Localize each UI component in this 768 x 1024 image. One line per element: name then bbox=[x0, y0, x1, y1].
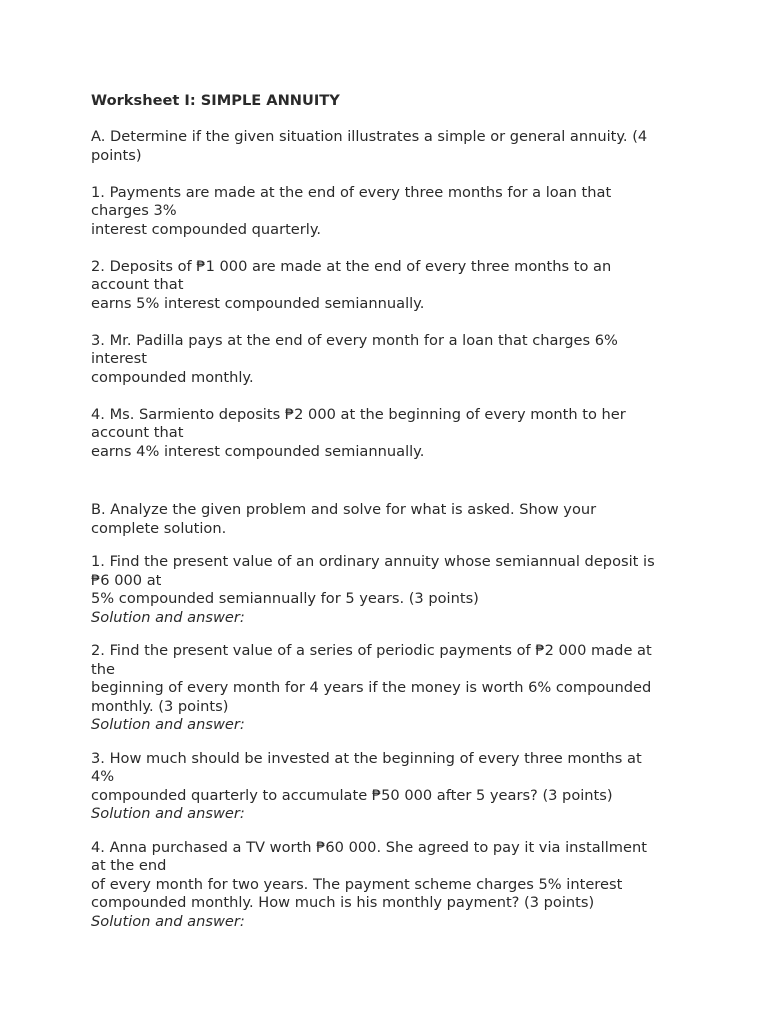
solution-label: Solution and answer: bbox=[91, 912, 245, 930]
instruction-line: points) bbox=[91, 146, 142, 164]
instruction-line: B. Analyze the given problem and solve for what is asked. Show your bbox=[91, 501, 597, 518]
section-a-item-1 bbox=[91, 184, 691, 240]
item-line: compounded monthly. How much is his monthly payment? (3 points) bbox=[91, 894, 595, 911]
item-line: interest bbox=[91, 350, 147, 367]
item-line: 2. Deposits of ₱1 000 are made at the end of every three months to an bbox=[91, 257, 612, 275]
item-line: interest compounded quarterly. bbox=[91, 220, 322, 238]
item-line: charges 3% bbox=[91, 202, 177, 219]
section-b-instruction bbox=[91, 501, 691, 538]
section-a-item-4 bbox=[91, 406, 691, 462]
solution-label: Solution and answer: bbox=[91, 805, 245, 822]
item-line: compounded quarterly to accumulate ₱50 000 after 5 years? (3 points) bbox=[91, 786, 613, 804]
instruction-line: complete solution. bbox=[91, 519, 227, 537]
section-b-item-2 bbox=[91, 642, 691, 735]
item-line: 1. Find the present value of an ordinary annuity whose semiannual deposit is bbox=[91, 553, 655, 570]
item-line: earns 5% interest compounded semiannually. bbox=[91, 294, 425, 312]
section-b-item-1 bbox=[91, 553, 691, 627]
solution-label: Solution and answer: bbox=[91, 716, 245, 733]
item-line: 4% bbox=[91, 768, 115, 785]
item-line: at the end bbox=[91, 857, 167, 874]
section-a-instruction bbox=[91, 128, 691, 165]
item-line: compounded monthly. bbox=[91, 368, 254, 386]
item-line: of every month for two years. The payment scheme charges 5% interest bbox=[91, 875, 623, 893]
item-line: 5% compounded semiannually for 5 years. (3 points) bbox=[91, 590, 479, 607]
item-line: monthly. (3 points) bbox=[91, 697, 229, 715]
item-line: 3. How much should be invested at the beginning of every three months at bbox=[91, 749, 642, 767]
section-a-item-2 bbox=[91, 258, 691, 314]
item-line: the bbox=[91, 660, 115, 678]
item-line: beginning of every month for 4 years if the money is worth 6% compounded bbox=[91, 679, 652, 696]
item-line: 4. Anna purchased a TV worth ₱60 000. She agreed to pay it via installment bbox=[91, 838, 647, 856]
item-line: 2. Find the present value of a series of periodic payments of ₱2 000 made at bbox=[91, 642, 652, 659]
section-a-item-3 bbox=[91, 332, 691, 388]
item-line: account that bbox=[91, 276, 184, 293]
section-b-item-4 bbox=[91, 839, 691, 932]
solution-label: Solution and answer: bbox=[91, 608, 245, 626]
section-b-item-3 bbox=[91, 750, 691, 824]
item-line: 3. Mr. Padilla pays at the end of every month for a loan that charges 6% bbox=[91, 331, 618, 349]
item-line: 4. Ms. Sarmiento deposits ₱2 000 at the beginning of every month to her bbox=[91, 405, 626, 423]
item-line: account that bbox=[91, 424, 184, 441]
item-line: ₱6 000 at bbox=[91, 571, 162, 589]
instruction-line: A. Determine if the given situation illustrates a simple or general annuity. (4 bbox=[91, 128, 648, 145]
worksheet-title: Worksheet I: SIMPLE ANNUITY bbox=[91, 92, 340, 109]
worksheet-page bbox=[91, 92, 691, 931]
item-line: earns 4% interest compounded semiannually. bbox=[91, 442, 425, 460]
item-line: 1. Payments are made at the end of every three months for a loan that bbox=[91, 183, 612, 201]
